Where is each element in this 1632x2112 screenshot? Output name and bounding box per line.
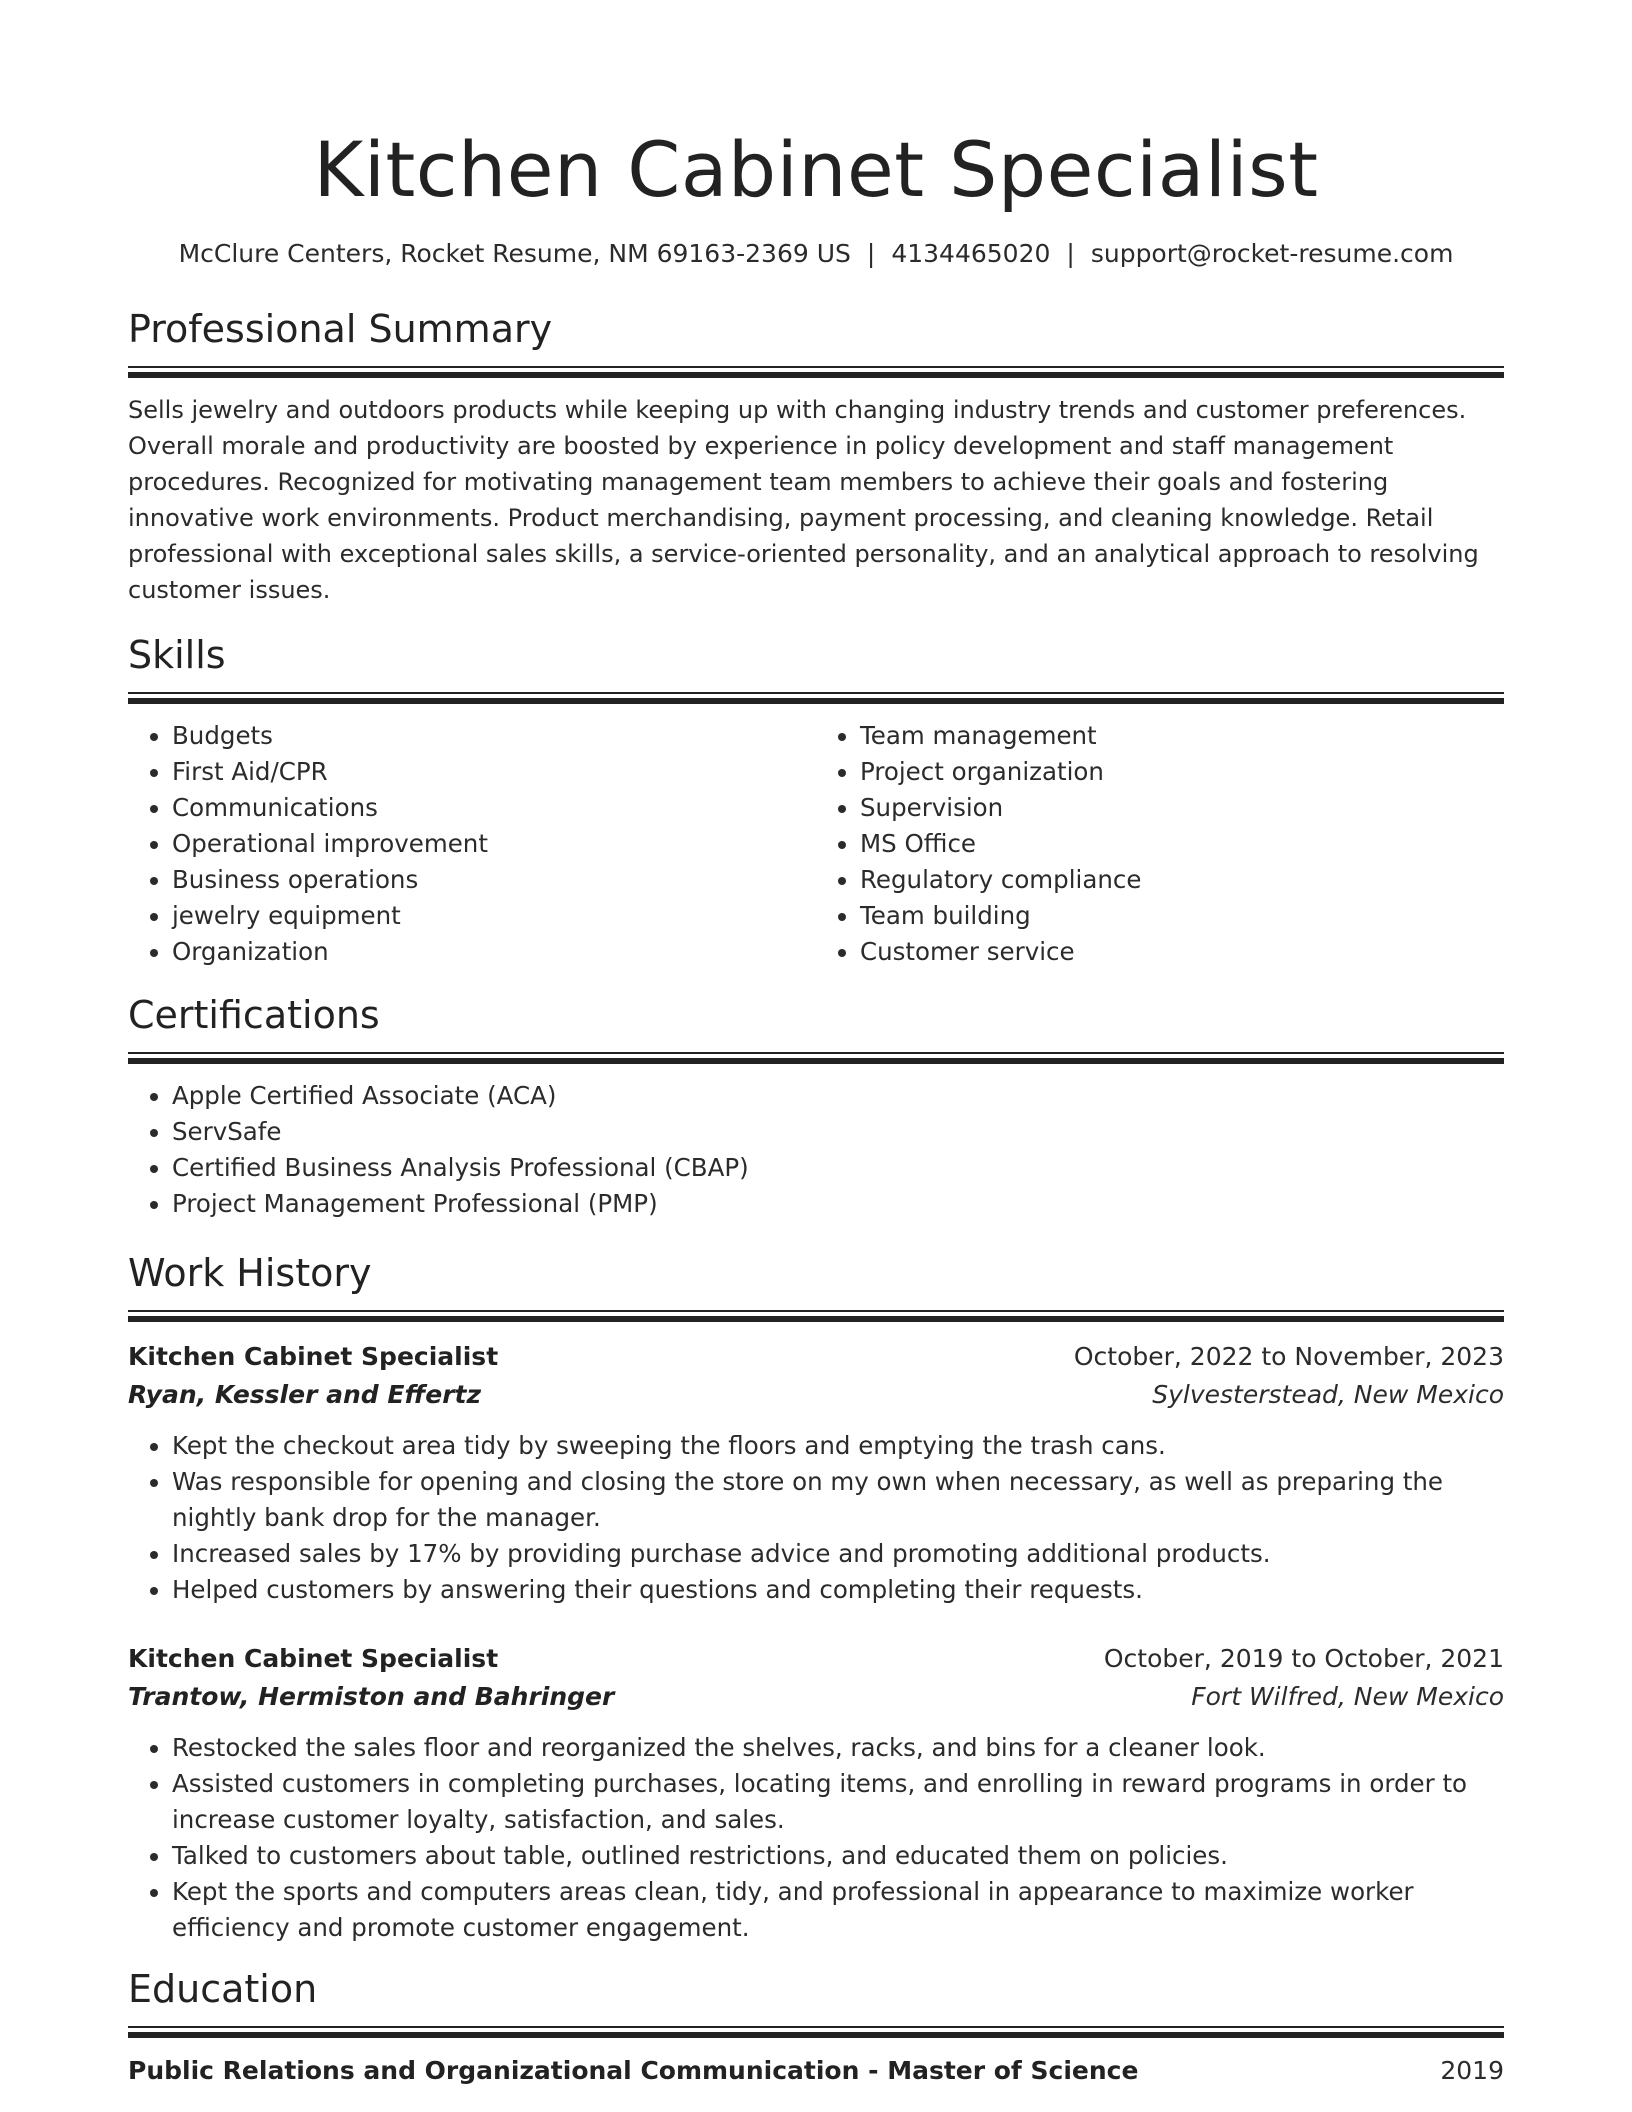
- education-degree: Public Relations and Organizational Communication - Master of Science: [128, 2056, 1139, 2085]
- job-location: Sylvesterstead, New Mexico: [1152, 1380, 1504, 1409]
- job-header-row: [128, 1338, 1504, 1376]
- section-divider: [128, 1310, 1504, 1322]
- job-bullet: • Kept the sports and computers areas clean, tidy, and professional in appearance to maximize worker efficiency and promote customer engagement.: [172, 1874, 1504, 1946]
- job-company: Trantow, Hermiston and Bahringer: [128, 1682, 615, 1711]
- job-title: Kitchen Cabinet Specialist: [128, 1342, 499, 1371]
- section-divider: [128, 692, 1504, 704]
- certification-item: • Certified Business Analysis Professional (CBAP): [172, 1150, 1504, 1186]
- job-bullet: • Talked to customers about table, outlined restrictions, and educated them on policies.: [172, 1838, 1504, 1874]
- job-subheader-row: [128, 1678, 1504, 1716]
- section-divider: [128, 2026, 1504, 2038]
- skills-columns: [128, 718, 1504, 970]
- skill-item: • Operational improvement: [172, 826, 816, 862]
- certification-item: • ServSafe: [172, 1114, 1504, 1150]
- job-bullets: [128, 1730, 1504, 1946]
- education-section: [128, 1964, 1504, 2090]
- certifications-list: [128, 1078, 1504, 1222]
- education-row: [128, 2052, 1504, 2090]
- job-subheader-row: [128, 1376, 1504, 1414]
- certifications-section: [128, 990, 1504, 1222]
- education-year: 2019: [1440, 2056, 1504, 2085]
- skill-item: • Regulatory compliance: [860, 862, 1504, 898]
- skill-item: • Supervision: [860, 790, 1504, 826]
- candidate-name: Kitchen Cabinet Specialist: [313, 125, 1319, 214]
- section-title-certifications: Certifications: [128, 993, 380, 1037]
- skills-section: [128, 630, 1504, 970]
- skill-item: • Communications: [172, 790, 816, 826]
- job-title: Kitchen Cabinet Specialist: [128, 1644, 499, 1673]
- job-dates: October, 2019 to October, 2021: [1103, 1644, 1504, 1673]
- skill-item: • Business operations: [172, 862, 816, 898]
- skill-item: • Organization: [172, 934, 816, 970]
- job-bullet: • Was responsible for opening and closing the store on my own when necessary, as well as preparing the nightly bank drop for the manager.: [172, 1464, 1504, 1536]
- job-location: Fort Wilfred, New Mexico: [1191, 1682, 1504, 1711]
- job-bullet: • Helped customers by answering their questions and completing their requests.: [172, 1572, 1504, 1608]
- job-company: Ryan, Kessler and Effertz: [128, 1380, 482, 1409]
- skill-item: • Team management: [860, 718, 1504, 754]
- job-bullet: • Increased sales by 17% by providing purchase advice and promoting additional products.: [172, 1536, 1504, 1572]
- job-dates: October, 2022 to November, 2023: [1073, 1342, 1504, 1371]
- work-history-section: [128, 1248, 1504, 1946]
- section-title-education: Education: [128, 1967, 318, 2011]
- contact-email[interactable]: support@rocket-resume.com: [1090, 239, 1454, 268]
- skill-item: • Project organization: [860, 754, 1504, 790]
- skill-item: • Customer service: [860, 934, 1504, 970]
- job-bullet: • Assisted customers in completing purchases, locating items, and enrolling in reward programs in order to increase customer loyalty, satisfaction, and sales.: [172, 1766, 1504, 1838]
- contact-separator: |: [1066, 239, 1075, 268]
- skills-list-right: [816, 718, 1504, 970]
- section-title-summary: Professional Summary: [128, 307, 553, 351]
- section-title-skills: Skills: [128, 633, 226, 677]
- skills-list-left: [128, 718, 816, 970]
- contact-address: McClure Centers, Rocket Resume, NM 69163-2369 US: [178, 239, 851, 268]
- summary-section: [128, 304, 1504, 608]
- skill-item: • Budgets: [172, 718, 816, 754]
- skill-item: • Team building: [860, 898, 1504, 934]
- certification-item: • Apple Certified Associate (ACA): [172, 1078, 1504, 1114]
- job-header-row: [128, 1640, 1504, 1678]
- skill-item: • First Aid/CPR: [172, 754, 816, 790]
- skill-item: • jewelry equipment: [172, 898, 816, 934]
- contact-line: [128, 236, 1504, 272]
- certification-item: • Project Management Professional (PMP): [172, 1186, 1504, 1222]
- job-bullet: • Restocked the sales floor and reorganized the shelves, racks, and bins for a cleaner look.: [172, 1730, 1504, 1766]
- summary-text: Sells jewelry and outdoors products while keeping up with changing industry trends and customer preferences. Overall morale and productivity are boosted by experience in policy development and staff management procedures. Recognized for motivating management team members to achieve their goals and fostering innovative work environments. Product merchandising, payment processing, and cleaning knowledge. Retail professional with exceptional sales skills, a service-oriented personality, and an analytical approach to resolving customer issues.: [128, 396, 1479, 604]
- skill-item: • MS Office: [860, 826, 1504, 862]
- section-divider: [128, 1052, 1504, 1064]
- contact-separator: |: [866, 239, 876, 268]
- job-entry: [128, 1338, 1504, 1608]
- section-divider: [128, 366, 1504, 378]
- section-title-work-history: Work History: [128, 1251, 372, 1295]
- job-entry: [128, 1640, 1504, 1946]
- job-bullet: • Kept the checkout area tidy by sweeping the floors and emptying the trash cans.: [172, 1428, 1504, 1464]
- contact-phone[interactable]: 4134465020: [891, 239, 1051, 268]
- job-bullets: [128, 1428, 1504, 1608]
